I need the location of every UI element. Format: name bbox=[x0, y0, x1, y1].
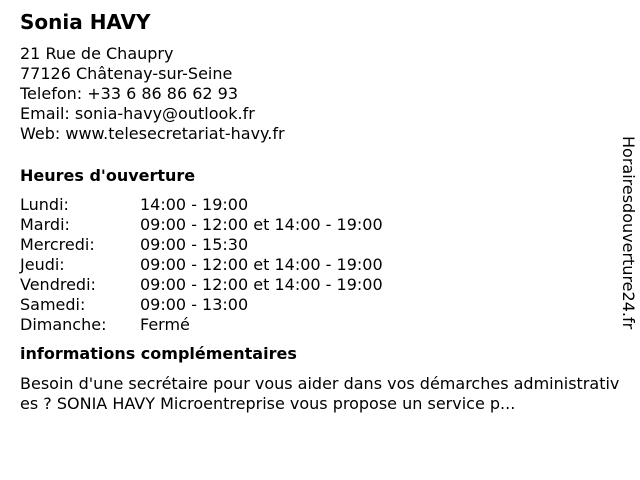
hours-heading: Heures d'ouverture bbox=[20, 166, 196, 185]
street-address: 21 Rue de Chaupry bbox=[20, 44, 174, 63]
day-hours: 09:00 - 15:30 bbox=[140, 235, 249, 254]
day-label: Jeudi: bbox=[20, 255, 65, 274]
site-watermark: Horairesdouverture24.fr bbox=[619, 136, 638, 330]
day-label: Lundi: bbox=[20, 195, 69, 214]
business-name: Sonia HAVY bbox=[20, 10, 151, 34]
day-label: Mardi: bbox=[20, 215, 70, 234]
day-hours: Fermé bbox=[140, 315, 190, 334]
email-line: Email: sonia-havy@outlook.fr bbox=[20, 104, 255, 123]
hours-row-mercredi bbox=[20, 235, 620, 255]
hours-row-vendredi bbox=[20, 275, 620, 295]
contact-block bbox=[20, 44, 620, 144]
day-label: Vendredi: bbox=[20, 275, 96, 294]
day-hours: 09:00 - 13:00 bbox=[140, 295, 249, 314]
hours-row-mardi bbox=[20, 215, 620, 235]
web-line: Web: www.telesecretariat-havy.fr bbox=[20, 124, 285, 143]
day-label: Samedi: bbox=[20, 295, 86, 314]
info-heading: informations complémentaires bbox=[20, 344, 297, 363]
day-label: Dimanche: bbox=[20, 315, 107, 334]
day-hours: 09:00 - 12:00 et 14:00 - 19:00 bbox=[140, 215, 383, 234]
hours-row-jeudi bbox=[20, 255, 620, 275]
phone-line: Telefon: +33 6 86 86 62 93 bbox=[20, 84, 239, 103]
day-hours: 14:00 - 19:00 bbox=[140, 195, 249, 214]
hours-row-dimanche bbox=[20, 315, 620, 335]
city-address: 77126 Châtenay-sur-Seine bbox=[20, 64, 233, 83]
day-label: Mercredi: bbox=[20, 235, 95, 254]
hours-row-lundi bbox=[20, 195, 620, 215]
hours-row-samedi bbox=[20, 295, 620, 315]
day-hours: 09:00 - 12:00 et 14:00 - 19:00 bbox=[140, 255, 383, 274]
business-card bbox=[20, 8, 620, 414]
info-description: Besoin d'une secrétaire pour vous aider dans vos démarches administratives ? SONIA HAVY Microentreprise vous propose un service p... bbox=[20, 374, 620, 413]
day-hours: 09:00 - 12:00 et 14:00 - 19:00 bbox=[140, 275, 383, 294]
hours-table bbox=[20, 195, 620, 335]
